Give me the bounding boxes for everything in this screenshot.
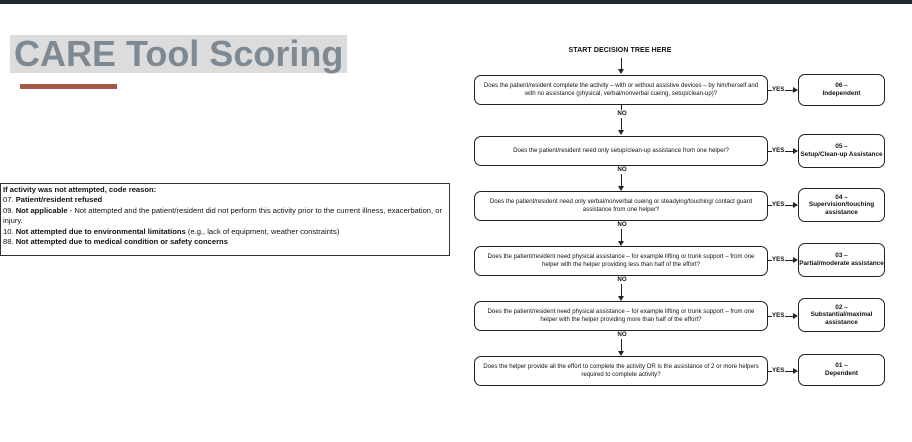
no-label: NO [612,331,632,339]
yes-arrow: YES [770,85,798,95]
no-label: NO [612,276,632,284]
decision-question-2: Does the patient/resident need only setup/clean-up assistance from one helper? [474,136,768,166]
decision-question-4: Does the patient/resident need physical assistance – for example lifting or trunk support – from one helper with the helper providing less than half of the effort? [474,246,768,276]
down-arrow-icon [618,69,624,74]
page-title: CARE Tool Scoring [10,35,347,73]
score-result-06: 06 – Independent [798,74,885,106]
no-label: NO [612,110,632,118]
yes-arrow: YES [770,200,798,210]
yes-arrow: YES [770,146,798,156]
yes-arrow: YES [770,366,798,376]
reason-item: 09. Not applicable - Not attempted and the patient/resident did not perform this activity prior to the current illness, exacerbation, or injury. [3,205,442,226]
no-label: NO [612,221,632,229]
title-underline [20,84,117,89]
start-connector [621,58,622,69]
reason-item: 10. Not attempted due to environmental limitations (e.g., lack of equipment, weather constraints) [3,226,340,236]
score-result-05: 05 – Setup/Clean-up Assistance [798,134,885,168]
score-result-03: 03 – Partial/moderate assistance [798,243,885,277]
no-connector [621,105,622,131]
no-label: NO [612,166,632,174]
not-attempted-reasons-box [0,183,450,256]
score-result-02: 02 – Substantial/maximal assistance [798,298,885,332]
yes-arrow: YES [770,311,798,321]
decision-question-1: Does the patient/resident complete the activity – with or without assistive devices – by him/herself and with no assistance (physical, verbal/nonverbal cueing, setup/clean-up)? [474,75,768,105]
top-bar [0,0,912,4]
down-arrow-icon [618,130,624,135]
score-result-04: 04 – Supervision/touching assistance [798,188,885,222]
decision-question-6: Does the helper provide all the effort to complete the activity OR is the assistance of 2 or more helpers required to complete activity? [474,356,768,386]
reasons-heading: If activity was not attempted, code reason: [3,185,157,194]
decision-question-5: Does the patient/resident need physical assistance – for example lifting or trunk support – from one helper with the helper providing more than half of the effort? [474,301,768,331]
decision-question-3: Does the patient/resident need only verbal/nonverbal cueing or steadying/touching/ contact guard assistance from one helper? [474,191,768,221]
score-result-01: 01 – Dependent [798,354,885,386]
decision-tree-start-label: START DECISION TREE HERE [568,47,672,54]
reason-item: 88. Not attempted due to medical condition or safety concerns [3,237,228,247]
yes-arrow: YES [770,255,798,265]
reason-item: 07. Patient/resident refused [3,195,103,205]
